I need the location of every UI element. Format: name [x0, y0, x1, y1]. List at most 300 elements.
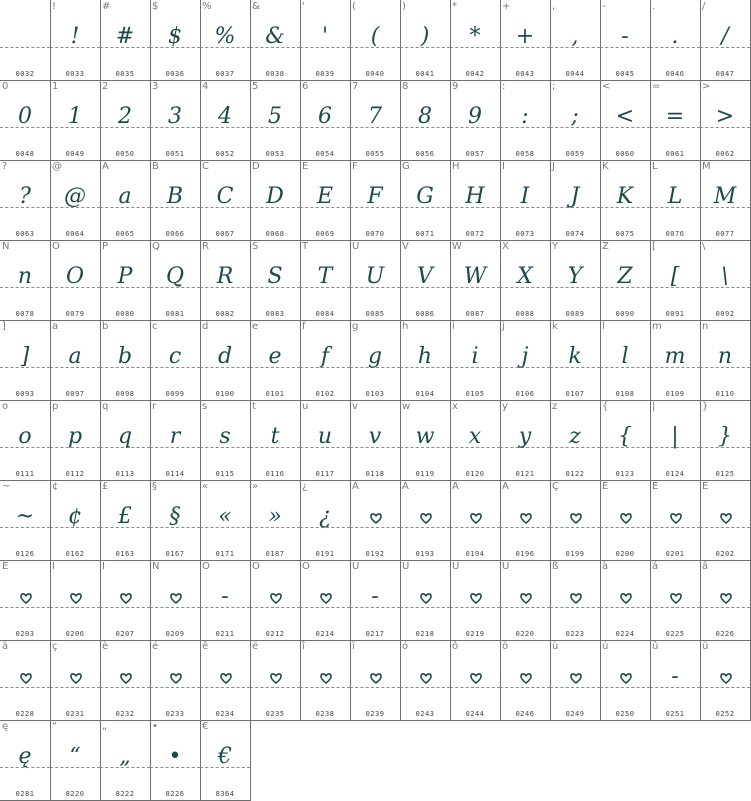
glyph-cell	[400, 640, 451, 721]
glyph-sample: £	[118, 504, 132, 529]
glyph-sample: E	[316, 184, 334, 209]
heart-icon	[619, 511, 633, 525]
glyph-char-label: >	[702, 81, 711, 92]
glyph-sample: a	[68, 344, 82, 369]
glyph-sample: b	[117, 344, 133, 369]
glyph-cell	[350, 480, 401, 561]
glyph-code: 0239	[365, 710, 385, 718]
glyph-cell	[50, 160, 101, 241]
glyph-char-label: f	[302, 321, 306, 332]
heart-icon	[469, 511, 483, 525]
glyph-char-label: -	[602, 1, 606, 12]
glyph-cell	[600, 320, 651, 401]
glyph-code: 0087	[465, 310, 485, 318]
glyph-cell	[700, 160, 751, 241]
baseline-divider	[500, 687, 550, 688]
glyph-sample: a	[118, 184, 132, 209]
glyph-cell	[550, 0, 601, 81]
glyph-cell	[650, 320, 701, 401]
glyph-char-label: ç	[52, 641, 58, 652]
glyph-char-label: 0	[2, 81, 9, 92]
glyph-sample: ?	[19, 184, 31, 209]
glyph-cell	[350, 0, 401, 81]
glyph-cell	[450, 0, 501, 81]
glyph-sample: T	[317, 264, 333, 289]
glyph-code: 0079	[65, 310, 85, 318]
glyph-char-label: E	[302, 161, 309, 172]
glyph-cell	[250, 0, 301, 81]
glyph-cell	[550, 160, 601, 241]
glyph-cell	[650, 0, 701, 81]
glyph-cell	[450, 80, 501, 161]
glyph-sample: :	[521, 104, 529, 129]
baseline-divider	[350, 527, 400, 528]
glyph-cell	[300, 640, 351, 721]
baseline-divider	[450, 687, 500, 688]
glyph-sample: k	[568, 344, 582, 369]
glyph-sample: '	[321, 24, 329, 49]
baseline-divider	[600, 607, 650, 608]
glyph-code: 0220	[515, 630, 535, 638]
glyph-sample: “	[69, 744, 81, 769]
glyph-code: 0043	[515, 70, 535, 78]
glyph-cell	[350, 400, 401, 481]
glyph-cell	[650, 240, 701, 321]
glyph-cell	[650, 80, 701, 161]
baseline-divider	[450, 527, 500, 528]
glyph-char-label: v	[352, 401, 358, 412]
glyph-code: 0207	[115, 630, 135, 638]
glyph-sample: h	[417, 344, 433, 369]
glyph-sample: }	[718, 424, 732, 449]
glyph-sample: G	[416, 184, 434, 209]
glyph-sample: <	[615, 104, 635, 129]
glyph-code: 0106	[515, 390, 535, 398]
glyph-sample: l	[621, 344, 629, 369]
glyph-code: 0073	[515, 230, 535, 238]
glyph-sample: 8	[418, 104, 432, 129]
glyph-code: 0112	[65, 470, 85, 478]
glyph-cell	[700, 640, 751, 721]
glyph-code: 0108	[615, 390, 635, 398]
glyph-char-label: Ñ	[152, 561, 160, 572]
glyph-code: 0099	[165, 390, 185, 398]
glyph-code: 0032	[15, 70, 35, 78]
glyph-cell	[400, 400, 451, 481]
glyph-sample: j	[521, 344, 529, 369]
glyph-cell	[200, 640, 251, 721]
glyph-code: 0167	[165, 550, 185, 558]
glyph-cell	[200, 240, 251, 321]
glyph-cell	[500, 320, 551, 401]
glyph-cell	[100, 80, 151, 161]
glyph-char-label: Ö	[302, 561, 310, 572]
baseline-divider	[550, 687, 600, 688]
glyph-char-label: .	[652, 1, 656, 12]
glyph-sample: O	[65, 264, 85, 289]
glyph-char-label: S	[252, 241, 259, 252]
baseline-divider	[300, 607, 350, 608]
glyph-code: 0193	[415, 550, 435, 558]
glyph-char-label: ó	[402, 641, 409, 652]
glyph-code: 0109	[665, 390, 685, 398]
glyph-char-label: ú	[602, 641, 609, 652]
glyph-cell	[150, 720, 201, 801]
glyph-cell	[350, 560, 401, 641]
glyph-code: 0070	[365, 230, 385, 238]
glyph-code: 0047	[715, 70, 735, 78]
glyph-sample: S	[267, 264, 283, 289]
heart-icon	[519, 671, 533, 685]
baseline-divider	[650, 607, 700, 608]
glyph-cell	[0, 560, 51, 641]
glyph-char-label: Ç	[552, 481, 559, 492]
glyph-sample: ;	[571, 104, 579, 129]
glyph-code: 0064	[65, 230, 85, 238]
heart-icon	[419, 511, 433, 525]
glyph-sample: I	[520, 184, 530, 209]
glyph-cell	[100, 720, 151, 801]
glyph-code: 0049	[65, 150, 85, 158]
heart-icon	[619, 591, 633, 605]
glyph-sample: x	[468, 424, 482, 449]
glyph-sample: =	[665, 104, 685, 129]
glyph-code: 0209	[165, 630, 185, 638]
glyph-char-label: é	[152, 641, 159, 652]
glyph-code: 0103	[365, 390, 385, 398]
glyph-sample: ¿	[319, 504, 331, 529]
glyph-cell	[50, 480, 101, 561]
glyph-char-label: t	[252, 401, 256, 412]
heart-icon	[419, 591, 433, 605]
glyph-sample: ]	[20, 344, 30, 369]
glyph-sample: •	[168, 744, 182, 769]
glyph-sample: t	[270, 424, 280, 449]
glyph-sample: 1	[68, 104, 82, 129]
glyph-cell	[0, 80, 51, 161]
glyph-char-label: à	[602, 561, 609, 572]
glyph-char-label: “	[52, 721, 58, 732]
glyph-cell	[450, 240, 501, 321]
baseline-divider	[0, 47, 50, 48]
glyph-code: 0194	[465, 550, 485, 558]
glyph-code: 0083	[265, 310, 285, 318]
glyph-char-label: 5	[252, 81, 259, 92]
glyph-code: 0058	[515, 150, 535, 158]
glyph-char-label: ù	[552, 641, 559, 652]
glyph-char-label: 2	[102, 81, 109, 92]
glyph-code: 0238	[315, 710, 335, 718]
glyph-cell	[0, 400, 51, 481]
glyph-code: 0244	[465, 710, 485, 718]
glyph-code: 0052	[215, 150, 235, 158]
heart-icon	[269, 671, 283, 685]
glyph-char-label: B	[152, 161, 159, 172]
glyph-cell	[250, 320, 301, 401]
glyph-cell	[450, 400, 501, 481]
glyph-sample: .	[671, 24, 679, 49]
baseline-divider	[600, 527, 650, 528]
glyph-cell	[50, 0, 101, 81]
glyph-code: 0082	[215, 310, 235, 318]
glyph-char-label: É	[652, 481, 659, 492]
glyph-cell	[0, 320, 51, 401]
glyph-sample: J	[570, 184, 580, 209]
glyph-code: 0162	[65, 550, 85, 558]
glyph-cell	[250, 160, 301, 241]
heart-icon	[219, 671, 233, 685]
glyph-char-label: Ó	[202, 561, 210, 572]
glyph-code: 0122	[565, 470, 585, 478]
glyph-cell	[0, 720, 51, 801]
glyph-cell	[550, 80, 601, 161]
glyph-cell	[150, 160, 201, 241]
glyph-code: 8220	[65, 790, 85, 798]
glyph-code: 0062	[715, 150, 735, 158]
glyph-code: 0252	[715, 710, 735, 718]
glyph-char-label: ]	[2, 321, 6, 332]
glyph-sample: [	[670, 264, 680, 289]
heart-icon	[519, 511, 533, 525]
glyph-cell	[50, 80, 101, 161]
glyph-code: 0126	[15, 550, 35, 558]
glyph-cell	[300, 320, 351, 401]
glyph-cell	[0, 640, 51, 721]
glyph-sample: \	[721, 264, 729, 289]
glyph-char-label: L	[652, 161, 658, 172]
baseline-divider	[700, 607, 750, 608]
glyph-code: 0101	[265, 390, 285, 398]
glyph-cell	[650, 480, 701, 561]
glyph-code: 0113	[115, 470, 135, 478]
glyph-code: 0104	[415, 390, 435, 398]
glyph-code: 0076	[665, 230, 685, 238]
glyph-code: 0219	[465, 630, 485, 638]
baseline-divider	[50, 607, 100, 608]
glyph-char-label: Ú	[402, 561, 410, 572]
glyph-code: 0037	[215, 70, 235, 78]
glyph-cell	[250, 240, 301, 321]
glyph-code: 0246	[515, 710, 535, 718]
glyph-code: 0055	[365, 150, 385, 158]
glyph-char-label: ö	[502, 641, 509, 652]
baseline-divider	[700, 687, 750, 688]
glyph-sample: 7	[368, 104, 382, 129]
glyph-cell	[550, 320, 601, 401]
glyph-code: 0102	[315, 390, 335, 398]
glyph-char-label: Q	[152, 241, 160, 252]
glyph-sample: -	[221, 584, 229, 609]
heart-icon	[369, 671, 383, 685]
baseline-divider	[50, 687, 100, 688]
glyph-cell	[300, 0, 351, 81]
heart-icon	[719, 511, 733, 525]
glyph-cell	[650, 560, 701, 641]
glyph-char-label: A	[102, 161, 109, 172]
glyph-char-label: *	[452, 1, 457, 12]
glyph-char-label: =	[652, 81, 661, 92]
heart-icon	[269, 591, 283, 605]
glyph-code: 0228	[15, 710, 35, 718]
glyph-cell	[250, 400, 301, 481]
glyph-cell	[200, 560, 251, 641]
glyph-char-label: G	[402, 161, 410, 172]
glyph-cell	[700, 0, 751, 81]
glyph-char-label: ;	[552, 81, 556, 92]
glyph-code: 0100	[215, 390, 235, 398]
glyph-char-label: ß	[552, 561, 559, 572]
heart-icon	[569, 671, 583, 685]
glyph-cell	[200, 720, 251, 801]
glyph-char-label: Á	[402, 481, 409, 492]
glyph-code: 0080	[115, 310, 135, 318]
glyph-char-label: k	[552, 321, 558, 332]
glyph-cell	[550, 240, 601, 321]
glyph-char-label: o	[2, 401, 9, 412]
glyph-char-label: U	[352, 241, 360, 252]
glyph-cell	[150, 320, 201, 401]
heart-icon	[369, 511, 383, 525]
glyph-sample: >	[715, 104, 735, 129]
glyph-cell	[400, 160, 451, 241]
glyph-code: 0212	[265, 630, 285, 638]
glyph-char-label: #	[102, 1, 111, 12]
glyph-sample: 0	[18, 104, 32, 129]
glyph-cell	[150, 400, 201, 481]
glyph-code: 0041	[415, 70, 435, 78]
glyph-cell	[0, 480, 51, 561]
glyph-cell	[550, 480, 601, 561]
glyph-cell	[500, 240, 551, 321]
glyph-sample: Q	[165, 264, 185, 289]
glyph-char-label: ?	[2, 161, 8, 172]
glyph-sample: K	[616, 184, 634, 209]
glyph-char-label: }	[702, 401, 709, 412]
glyph-sample: o	[18, 424, 32, 449]
glyph-char-label: a	[52, 321, 59, 332]
glyph-sample: U	[365, 264, 385, 289]
glyph-cell	[650, 160, 701, 241]
glyph-char-label: [	[652, 241, 656, 252]
glyph-sample: -	[621, 24, 629, 49]
glyph-char-label: i	[452, 321, 455, 332]
glyph-code: 0200	[615, 550, 635, 558]
glyph-code: 0057	[465, 150, 485, 158]
glyph-sample: m	[664, 344, 686, 369]
glyph-code: 0048	[15, 150, 35, 158]
glyph-cell	[350, 240, 401, 321]
glyph-cell	[100, 400, 151, 481]
glyph-code: 0243	[415, 710, 435, 718]
heart-icon	[469, 671, 483, 685]
glyph-sample: y	[518, 424, 532, 449]
glyph-sample: W	[463, 264, 487, 289]
glyph-code: 0115	[215, 470, 235, 478]
glyph-cell	[400, 240, 451, 321]
heart-icon	[69, 671, 83, 685]
glyph-code: 0211	[215, 630, 235, 638]
glyph-code: 0192	[365, 550, 385, 558]
glyph-char-label: Z	[602, 241, 609, 252]
glyph-sample: p	[67, 424, 83, 449]
baseline-divider	[400, 687, 450, 688]
glyph-sample: d	[217, 344, 233, 369]
glyph-char-label: K	[602, 161, 609, 172]
glyph-code: 0061	[665, 150, 685, 158]
glyph-cell	[600, 560, 651, 641]
glyph-char-label: '	[302, 1, 305, 12]
glyph-char-label: u	[302, 401, 309, 412]
glyph-char-label: /	[702, 1, 706, 12]
glyph-char-label: P	[102, 241, 109, 252]
heart-icon	[169, 671, 183, 685]
glyph-cell	[500, 640, 551, 721]
glyph-char-label: w	[402, 401, 411, 412]
glyph-cell	[600, 160, 651, 241]
glyph-sample: %	[214, 24, 236, 49]
glyph-char-label: û	[652, 641, 659, 652]
glyph-sample: ,	[571, 24, 579, 49]
baseline-divider	[200, 687, 250, 688]
glyph-sample: «	[218, 504, 232, 529]
glyph-code: 0105	[465, 390, 485, 398]
glyph-code: 0206	[65, 630, 85, 638]
glyph-sample: $	[168, 24, 182, 49]
glyph-char-label: •	[152, 721, 158, 732]
glyph-cell	[250, 480, 301, 561]
glyph-cell	[600, 0, 651, 81]
glyph-char-label: ï	[352, 641, 355, 652]
glyph-code: 0224	[615, 630, 635, 638]
glyph-code: 0090	[615, 310, 635, 318]
glyph-cell	[500, 480, 551, 561]
glyph-cell	[550, 640, 601, 721]
baseline-divider	[700, 527, 750, 528]
glyph-char-label: €	[202, 721, 209, 732]
glyph-code: 0088	[515, 310, 535, 318]
glyph-code: 0117	[315, 470, 335, 478]
glyph-code: 8222	[115, 790, 135, 798]
glyph-sample: 9	[468, 104, 482, 129]
glyph-cell	[150, 640, 201, 721]
glyph-cell	[50, 720, 101, 801]
glyph-sample: V	[417, 264, 433, 289]
baseline-divider	[550, 527, 600, 528]
heart-icon	[719, 671, 733, 685]
glyph-char-label: C	[202, 161, 209, 172]
glyph-cell	[250, 80, 301, 161]
baseline-divider	[100, 607, 150, 608]
glyph-code: 0033	[65, 70, 85, 78]
glyph-char-label: m	[652, 321, 662, 332]
glyph-sample: 5	[268, 104, 282, 129]
glyph-char-label: ¢	[52, 481, 59, 492]
glyph-char-label: ü	[702, 641, 709, 652]
glyph-char-label: M	[702, 161, 711, 172]
glyph-char-label: Ê	[702, 481, 709, 492]
glyph-char-label: V	[402, 241, 409, 252]
glyph-code: 0084	[315, 310, 335, 318]
glyph-code: 0040	[365, 70, 385, 78]
glyph-cell	[150, 80, 201, 161]
baseline-divider	[150, 687, 200, 688]
glyph-char-label: T	[302, 241, 309, 252]
glyph-cell	[700, 400, 751, 481]
glyph-cell	[650, 640, 701, 721]
glyph-sample: {	[618, 424, 632, 449]
glyph-code: 0196	[515, 550, 535, 558]
glyph-code: 0125	[715, 470, 735, 478]
